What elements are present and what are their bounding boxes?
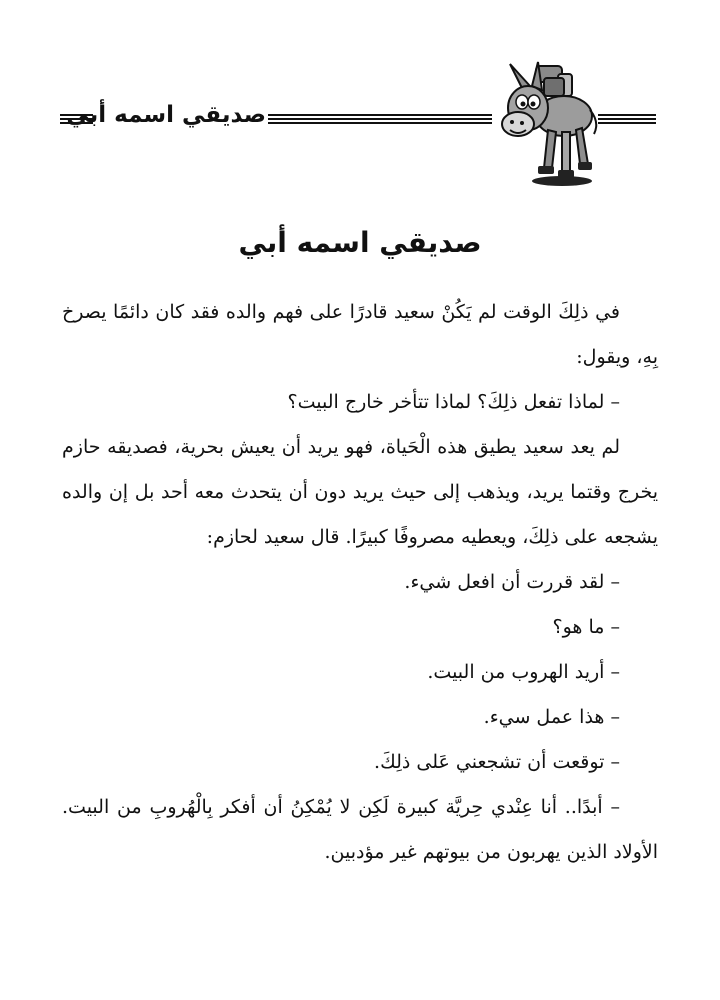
page-header — [0, 60, 720, 200]
header-rule-middle — [268, 114, 492, 127]
donkey-mascot-icon — [496, 60, 602, 190]
dialogue-line: – توقعت أن تشجعني عَلى ذلِكَ. — [374, 751, 620, 773]
dialogue-line: – ما هو؟ — [552, 616, 620, 638]
header-rule-right — [598, 114, 656, 127]
dialogue-line: – أريد الهروب من البيت. — [427, 661, 620, 683]
dialogue-line: – لقد قررت أن افعل شيء. — [404, 571, 620, 593]
story-title: صديقي اسمه أبي — [238, 226, 482, 259]
story-body — [62, 290, 658, 875]
dialogue-line: – هذا عمل سيء. — [483, 706, 620, 728]
paragraph: في ذلِكَ الوقت لم يَكُنْ سعيد قادرًا على فهم والده فقد كان دائمًا يصرخ بِهِ، ويقول: — [62, 301, 658, 368]
dialogue-line: – أبدًا.. أنا عِنْدي حِريَّة كبيرة لَكِن لا يُمْكِنُ أن أفكر بِالْهُروبِ من البيت. الأولاد الذين يهربون من بيوتهم غير مؤدبين. — [62, 796, 658, 863]
header-title: صديقي اسمه أبي — [66, 102, 266, 128]
paragraph: لم يعد سعيد يطيق هذه الْحَياة، فهو يريد أن يعيش بحرية، فصديقه حازم يخرج وقتما يريد، ويذهب إلى حيث يريد دون أن يتحدث معه أحد بل إن والده يشجعه على ذلِكَ، ويعطيه مصروفًا كبيرًا. قال سعيد لحازم: — [62, 436, 658, 548]
dialogue-line: – لماذا تفعل ذلِكَ؟ لماذا تتأخر خارج البيت؟ — [287, 391, 620, 413]
